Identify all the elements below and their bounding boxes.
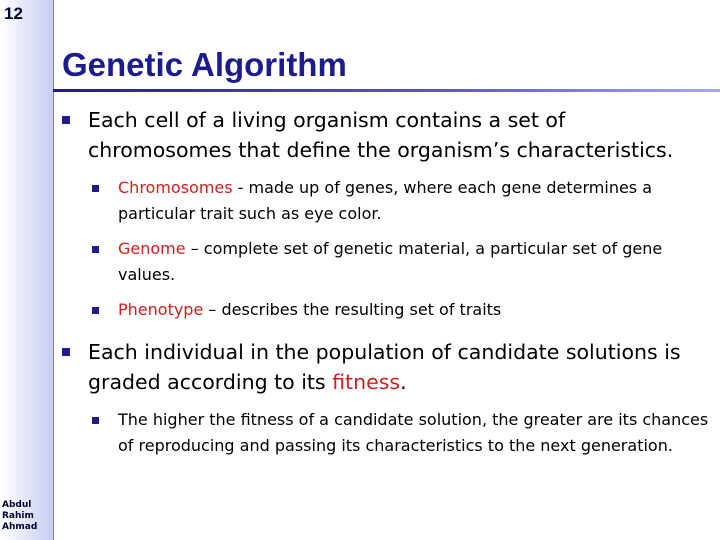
term-chromosomes: Chromosomes (118, 178, 233, 197)
sub-bullet-chromosomes (92, 175, 712, 227)
sub-bullet-phenotype (92, 297, 712, 323)
sub-list-fitness (92, 407, 712, 459)
square-bullet-icon (62, 348, 70, 356)
sidebar (0, 0, 54, 540)
sub-bullet-genome (92, 236, 712, 288)
square-bullet-icon (92, 307, 99, 314)
author-line-3: Ahmad (2, 522, 38, 532)
bullet-text-after: . (400, 370, 407, 394)
author-line-2: Rahim (2, 511, 34, 521)
author-line-1: Abdul (2, 500, 32, 510)
term-genome: Genome (118, 239, 186, 258)
bullet-fitness (62, 337, 712, 397)
bullet-text-before: Each individual in the population of candidate solutions is graded according to its (88, 340, 681, 394)
square-bullet-icon (92, 185, 99, 192)
slide-number: 12 (4, 4, 23, 23)
square-bullet-icon (62, 116, 70, 124)
slide-content (62, 105, 712, 468)
bullet-text: Each cell of a living organism contains a set of chromosomes that define the organism’s characteristics. (88, 108, 674, 162)
square-bullet-icon (92, 417, 99, 424)
title-divider (53, 89, 720, 92)
square-bullet-icon (92, 246, 99, 253)
definition-text: - made up of genes, where each gene determines a particular trait such as eye color. (118, 178, 653, 223)
definition-text: – complete set of genetic material, a particular set of gene values. (118, 239, 663, 284)
term-phenotype: Phenotype (118, 300, 204, 319)
sub-bullet-higher-fitness (92, 407, 712, 459)
bullet-cells (62, 105, 712, 165)
sub-list-cells (92, 175, 712, 323)
author-name (2, 500, 37, 533)
term-fitness: fitness (332, 370, 401, 394)
slide-title: Genetic Algorithm (62, 46, 347, 83)
sub-bullet-text: The higher the fitness of a candidate solution, the greater are its chances of reproducing and passing its characteristics to the next generation. (118, 410, 709, 455)
definition-text: – describes the resulting set of traits (203, 300, 502, 319)
